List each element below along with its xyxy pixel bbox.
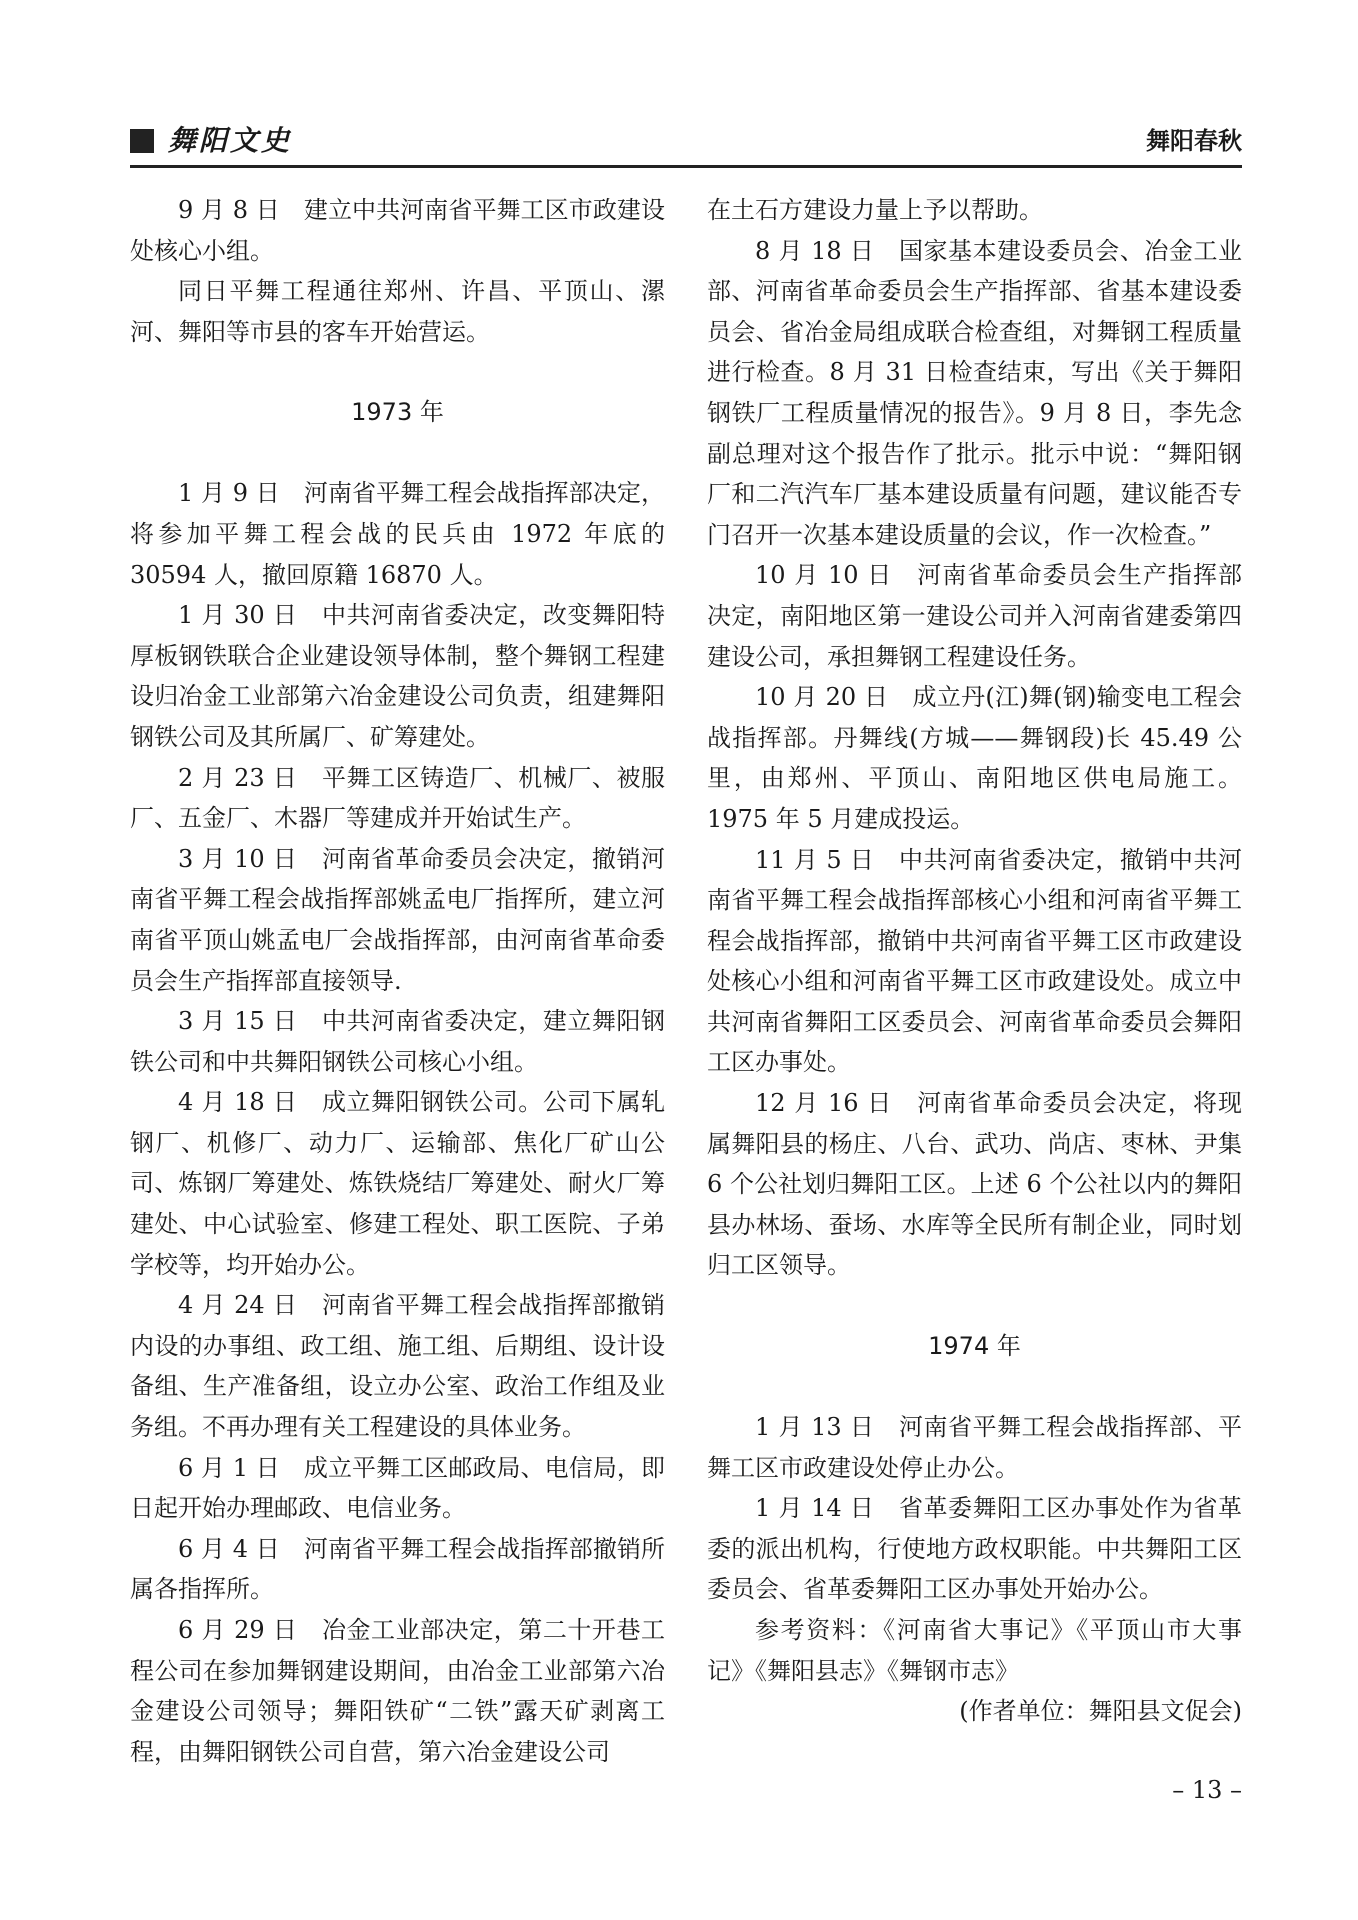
- paragraph: 同日平舞工程通往郑州、许昌、平顶山、漯河、舞阳等市县的客车开始营运。: [130, 277, 665, 346]
- magazine-title: 舞阳文史: [168, 124, 293, 157]
- year-heading-1974: 1974 年: [928, 1332, 1021, 1361]
- section-title: 舞阳春秋: [1146, 127, 1242, 155]
- paragraph: 8 月 18 日 国家基本建设委员会、冶金工业部、河南省革命委员会生产指挥部、省基本建设委员会、省冶金局组成联合检查组，对舞钢工程质量进行检查。8 月 31 日检查结束，写出《关于舞阳钢铁厂工程质量情况的报告》。9 月 8 日，李先念副总理对这个报告作了批示。批示中说：“舞阳钢厂和二汽汽车厂基本建设质量有问题，建议能否专门召开一次基本建设质量的会议，作一次检查。”: [707, 236, 1242, 549]
- paragraph: 3 月 15 日 中共河南省委决定，建立舞阳钢铁公司和中共舞阳钢铁公司核心小组。: [130, 1007, 665, 1076]
- paragraph: 9 月 8 日 建立中共河南省平舞工区市政建设处核心小组。: [130, 196, 665, 265]
- author-affiliation: (作者单位：舞阳县文促会): [959, 1697, 1242, 1726]
- paragraph: 10 月 20 日 成立丹(江)舞(钢)输变电工程会战指挥部。丹舞线(方城——舞钢段)长 45.49 公里，由郑州、平顶山、南阳地区供电局施工。1975 年 5 月建成投运。: [707, 683, 1242, 833]
- paragraph: 6 月 4 日 河南省平舞工程会战指挥部撤销所属各指挥所。: [130, 1534, 665, 1604]
- paragraph: 6 月 1 日 成立平舞工区邮政局、电信局，即日起开始办理邮政、电信业务。: [130, 1453, 665, 1523]
- header-square-icon: [130, 129, 154, 153]
- references: 参考资料：《河南省大事记》《平顶山市大事记》《舞阳县志》《舞钢市志》: [707, 1616, 1242, 1685]
- year-heading-1973: 1973 年: [351, 398, 444, 427]
- paragraph: 10 月 10 日 河南省革命委员会生产指挥部决定，南阳地区第一建设公司并入河南省建委第四建设公司，承担舞钢工程建设任务。: [707, 561, 1242, 671]
- paragraph: 1 月 9 日 河南省平舞工程会战指挥部决定，将参加平舞工程会战的民兵由 1972 年底的 30594 人，撤回原籍 16870 人。: [130, 479, 665, 589]
- paragraph: 4 月 24 日 河南省平舞工程会战指挥部撤销内设的办事组、政工组、施工组、后期组、设计设备组、生产准备组，设立办公室、政治工作组及业务组。不再办理有关工程建设的具体业务。: [130, 1291, 665, 1442]
- left-column: [130, 190, 665, 1772]
- paragraph: 2 月 23 日 平舞工区铸造厂、机械厂、被服厂、五金厂、木器厂等建成并开始试生产。: [130, 763, 665, 833]
- header-rule: [130, 165, 1242, 168]
- paragraph: 3 月 10 日 河南省革命委员会决定，撤销河南省平舞工程会战指挥部姚孟电厂指挥所，建立河南省平顶山姚孟电厂会战指挥部，由河南省革命委员会生产指挥部直接领导.: [130, 844, 665, 995]
- page-header: [130, 122, 1242, 162]
- paragraph-continued: 在土石方建设力量上予以帮助。: [707, 196, 1043, 224]
- page-number: – 13 –: [1172, 1776, 1242, 1804]
- paragraph: 1 月 13 日 河南省平舞工程会战指挥部、平舞工区市政建设处停止办公。: [707, 1413, 1242, 1482]
- paragraph: 4 月 18 日 成立舞阳钢铁公司。公司下属轧钢厂、机修厂、动力厂、运输部、焦化厂矿山公司、炼钢厂筹建处、炼铁烧结厂筹建处、耐火厂筹建处、中心试验室、修建工程处、职工医院、子弟学校等，均开始办公。: [130, 1088, 665, 1279]
- right-column: [707, 190, 1242, 1732]
- paragraph: 1 月 14 日 省革委舞阳工区办事处作为省革委的派出机构，行使地方政权职能。中共舞阳工区委员会、省革委舞阳工区办事处开始办公。: [707, 1494, 1242, 1604]
- paragraph: 11 月 5 日 中共河南省委决定，撤销中共河南省平舞工程会战指挥部核心小组和河南省平舞工程会战指挥部，撤销中共河南省平舞工区市政建设处核心小组和河南省平舞工区市政建设处。成立中共河南省舞阳工区委员会、河南省革命委员会舞阳工区办事处。: [707, 845, 1242, 1077]
- paragraph: 1 月 30 日 中共河南省委决定，改变舞阳特厚板钢铁联合企业建设领导体制，整个舞钢工程建设归冶金工业部第六冶金建设公司负责，组建舞阳钢铁公司及其所属厂、矿筹建处。: [130, 601, 665, 751]
- paragraph: 6 月 29 日 冶金工业部决定，第二十开巷工程公司在参加舞钢建设期间，由冶金工业部第六冶金建设公司领导；舞阳铁矿“二铁”露天矿剥离工程，由舞阳钢铁公司自营，第六冶金建设公司: [130, 1616, 665, 1766]
- paragraph: 12 月 16 日 河南省革命委员会决定，将现属舞阳县的杨庄、八台、武功、尚店、枣林、尹集 6 个公社划归舞阳工区。上述 6 个公社以内的舞阳县办林场、蚕场、水库等全民所有制企业，同时划归工区领导。: [707, 1089, 1242, 1280]
